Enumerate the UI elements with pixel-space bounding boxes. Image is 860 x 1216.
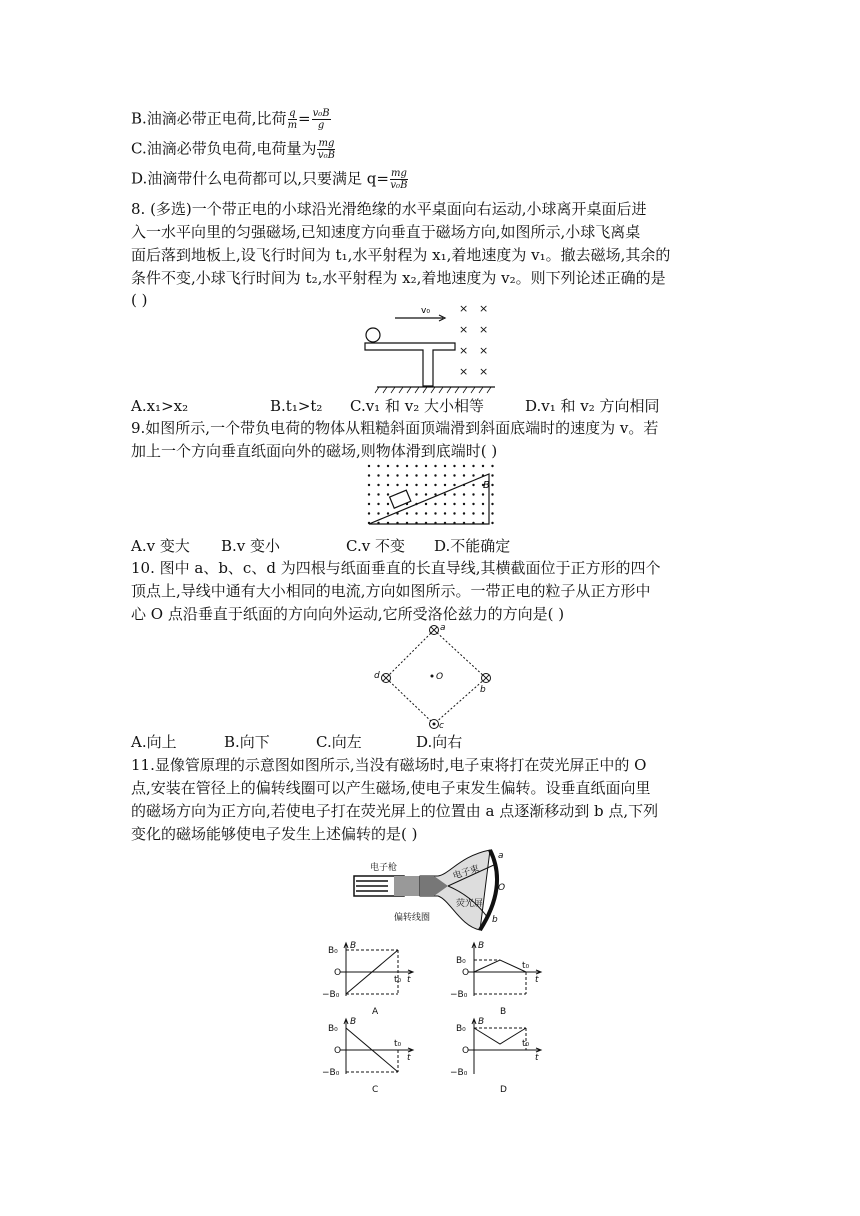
q11-stem-line: 变化的磁场能够使电子发生上述偏转的是( ) bbox=[131, 825, 418, 843]
q8-stem-line: 8. (多选)一个带正电的小球沿光滑绝缘的水平桌面向右运动,小球离开桌面后进 bbox=[131, 200, 647, 218]
field-dot bbox=[387, 512, 389, 514]
q11-beam-label: 电子束 bbox=[451, 863, 481, 882]
field-dot bbox=[482, 503, 484, 505]
q8-stem-line: 面后落到地板上,设飞行时间为 t₁,水平射程为 x₁,着地速度为 v₁。撤去磁场,其余的 bbox=[131, 246, 671, 264]
q11-graph-c-b-axis: B bbox=[350, 1017, 357, 1027]
field-dot bbox=[482, 465, 484, 467]
q11-graph-d bbox=[448, 1014, 558, 1096]
svg-text:×: × bbox=[459, 344, 469, 357]
field-dot bbox=[453, 503, 455, 505]
field-dot bbox=[434, 465, 436, 467]
q11-graph-c-caption: C bbox=[372, 1085, 379, 1095]
field-dot bbox=[387, 474, 389, 476]
field-dot bbox=[491, 465, 493, 467]
q9-option-d: D.不能确定 bbox=[434, 537, 511, 555]
q11-label-a: a bbox=[498, 851, 504, 861]
field-dot bbox=[415, 512, 417, 514]
svg-text:×: × bbox=[479, 302, 489, 315]
q10-option-c: C.向左 bbox=[316, 733, 362, 751]
field-dot bbox=[434, 484, 436, 486]
field-dot bbox=[444, 503, 446, 505]
field-dot bbox=[453, 474, 455, 476]
field-dot bbox=[406, 474, 408, 476]
q9-option-b: B.v 变小 bbox=[221, 537, 281, 555]
q11-graph-d-b0: B₀ bbox=[456, 1024, 466, 1034]
field-dot bbox=[368, 512, 370, 514]
field-dot bbox=[377, 474, 379, 476]
field-dot bbox=[491, 522, 493, 524]
field-dot bbox=[472, 493, 474, 495]
field-dot bbox=[406, 484, 408, 486]
q10-stem-line: 顶点上,导线中通有大小相同的电流,方向如图所示。一带正电的粒子从正方形中 bbox=[131, 582, 651, 600]
field-dot bbox=[491, 493, 493, 495]
field-dot bbox=[406, 512, 408, 514]
q11-screen-label: 荧光屏 bbox=[456, 899, 484, 909]
q8-stem-line: ( ) bbox=[131, 291, 148, 309]
q10-label-o: O bbox=[436, 672, 444, 682]
svg-text:×: × bbox=[459, 323, 469, 336]
field-dot bbox=[387, 465, 389, 467]
q10-stem-line: 10. 图中 a、b、c、d 为四根与纸面垂直的长直导线,其横截面位于正方形的四个 bbox=[131, 559, 661, 577]
field-dot bbox=[472, 474, 474, 476]
field-dot bbox=[425, 493, 427, 495]
field-dot bbox=[444, 465, 446, 467]
field-dot bbox=[415, 474, 417, 476]
field-dot bbox=[453, 484, 455, 486]
field-dot bbox=[387, 484, 389, 486]
q11-graph-b-caption: B bbox=[500, 1007, 507, 1017]
q11-graph-d-b-axis: B bbox=[478, 1017, 485, 1027]
q8-figure bbox=[355, 300, 515, 396]
q7-option-b-text: B.油滴必带正电荷,比荷 bbox=[131, 109, 287, 128]
field-dot bbox=[415, 493, 417, 495]
q11-graph-c-b0: B₀ bbox=[328, 1024, 338, 1034]
q11-graph-c-t0: t₀ bbox=[394, 1039, 402, 1049]
field-dot bbox=[406, 465, 408, 467]
field-dot bbox=[377, 503, 379, 505]
field-dot bbox=[425, 474, 427, 476]
q11-graph-a-t: t bbox=[407, 975, 411, 985]
q9-b-label: B bbox=[483, 480, 490, 491]
q11-gun-label: 电子枪 bbox=[370, 863, 398, 873]
field-dot bbox=[415, 465, 417, 467]
q11-graph-b-negb0: −B₀ bbox=[450, 990, 468, 1000]
svg-text:×: × bbox=[459, 302, 469, 315]
field-dot bbox=[482, 512, 484, 514]
q11-graph-b-t: t bbox=[535, 975, 539, 985]
q9-stem-line: 加上一个方向垂直纸面向外的磁场,则物体滑到底端时( ) bbox=[131, 442, 498, 460]
q11-graph-c-negb0: −B₀ bbox=[322, 1068, 340, 1078]
q7-option-b-fraction-right: $\frac{\text{v₀B}}{g}$ bbox=[312, 108, 330, 131]
field-dot bbox=[463, 512, 465, 514]
q10-figure bbox=[368, 620, 498, 730]
q11-graph-a-negb0: −B₀ bbox=[322, 990, 340, 1000]
q11-graph-d-caption: D bbox=[500, 1085, 507, 1095]
q11-stem-line: 的磁场方向为正方向,若使电子打在荧光屏上的位置由 a 点逐渐移动到 b 点,下列 bbox=[131, 802, 659, 820]
field-dot bbox=[434, 503, 436, 505]
q11-coil-label: 偏转线圈 bbox=[394, 913, 431, 923]
q11-graph-a-origin: O bbox=[334, 968, 342, 978]
field-dot bbox=[368, 493, 370, 495]
q11-graph-b-b0: B₀ bbox=[456, 956, 466, 966]
q11-graph-a-t0: t₀ bbox=[394, 975, 402, 985]
field-dot bbox=[491, 503, 493, 505]
field-dot bbox=[491, 484, 493, 486]
q9-option-a: A.v 变大 bbox=[131, 537, 190, 555]
field-dot bbox=[453, 493, 455, 495]
field-dot bbox=[396, 465, 398, 467]
field-dot bbox=[415, 484, 417, 486]
field-dot bbox=[463, 474, 465, 476]
field-dot bbox=[396, 474, 398, 476]
q11-graph-a-caption: A bbox=[372, 1007, 379, 1017]
field-dot bbox=[491, 512, 493, 514]
field-dot bbox=[377, 512, 379, 514]
q7-option-b-fraction-left: $\frac{q}{m}$ bbox=[287, 108, 298, 131]
field-dot bbox=[463, 465, 465, 467]
svg-text:×: × bbox=[459, 365, 469, 378]
svg-text:×: × bbox=[479, 365, 489, 378]
field-dot bbox=[472, 503, 474, 505]
q11-graph-c-t: t bbox=[407, 1053, 411, 1063]
field-dot bbox=[434, 512, 436, 514]
q11-graph-d-negb0: −B₀ bbox=[450, 1068, 468, 1078]
field-dot bbox=[425, 465, 427, 467]
q11-graph-c bbox=[320, 1014, 430, 1096]
field-dot bbox=[368, 465, 370, 467]
field-dot bbox=[472, 512, 474, 514]
field-dot bbox=[425, 484, 427, 486]
q8-option-a: A.x₁>x₂ bbox=[131, 397, 189, 415]
q10-option-a: A.向上 bbox=[131, 733, 177, 751]
q11-graph-a bbox=[320, 938, 430, 1018]
field-dot bbox=[434, 474, 436, 476]
field-dot bbox=[377, 493, 379, 495]
field-dot bbox=[368, 484, 370, 486]
field-dot bbox=[377, 484, 379, 486]
q7-option-c-text: C.油滴必带负电荷,电荷量为 bbox=[131, 139, 317, 158]
q8-option-b: B.t₁>t₂ bbox=[270, 397, 323, 415]
field-dot bbox=[444, 474, 446, 476]
q11-graph-d-t0: t₀ bbox=[522, 1039, 530, 1049]
q7-option-c bbox=[131, 138, 336, 161]
q11-label-o: O bbox=[498, 883, 506, 893]
field-dot bbox=[444, 512, 446, 514]
q7-option-d-fraction: $\frac{mg}{\text{v₀B}}$ bbox=[390, 168, 408, 191]
q8-stem-line: 条件不变,小球飞行时间为 t₂,水平射程为 x₂,着地速度为 v₂。则下列论述正确的是 bbox=[131, 269, 666, 287]
field-dot bbox=[377, 465, 379, 467]
field-dot bbox=[472, 484, 474, 486]
q9-figure bbox=[363, 462, 503, 530]
q11-graph-b-b-axis: B bbox=[478, 941, 485, 951]
q10-option-b: B.向下 bbox=[224, 733, 270, 751]
q7-option-d-text: D.油滴带什么电荷都可以,只要满足 q= bbox=[131, 169, 389, 188]
field-dot bbox=[482, 493, 484, 495]
q11-graph-c-origin: O bbox=[334, 1046, 342, 1056]
q11-label-b: b bbox=[492, 915, 498, 925]
q10-label-a: a bbox=[440, 623, 446, 633]
q8-stem-line: 入一水平向里的匀强磁场,已知速度方向垂直于磁场方向,如图所示,小球飞离桌 bbox=[131, 223, 641, 241]
field-dot bbox=[387, 493, 389, 495]
field-dot bbox=[425, 512, 427, 514]
field-dot bbox=[425, 503, 427, 505]
field-dot bbox=[463, 503, 465, 505]
field-dot bbox=[444, 484, 446, 486]
q10-label-d: d bbox=[374, 671, 380, 681]
q9-option-c: C.v 不变 bbox=[346, 537, 405, 555]
q8-option-d: D.v₁ 和 v₂ 方向相同 bbox=[525, 397, 660, 415]
svg-text:×: × bbox=[479, 344, 489, 357]
q10-stem-line: 心 O 点沿垂直于纸面的方向向外运动,它所受洛伦兹力的方向是( ) bbox=[131, 605, 565, 623]
q11-graph-a-b0: B₀ bbox=[328, 946, 338, 956]
q11-graph-b bbox=[448, 938, 558, 1018]
q8-velocity-label: v₀ bbox=[421, 306, 430, 316]
q11-stem-line: 点,安装在管径上的偏转线圈可以产生磁场,使电子束发生偏转。设垂直纸面向里 bbox=[131, 779, 651, 797]
field-dot bbox=[491, 474, 493, 476]
svg-text:×: × bbox=[479, 323, 489, 336]
q11-graph-d-t: t bbox=[535, 1053, 539, 1063]
field-dot bbox=[368, 474, 370, 476]
q11-graph-d-origin: O bbox=[462, 1046, 470, 1056]
q10-option-d: D.向右 bbox=[416, 733, 463, 751]
q8-option-c: C.v₁ 和 v₂ 大小相等 bbox=[350, 397, 484, 415]
q11-tube-figure bbox=[350, 846, 520, 934]
q11-graph-a-b-axis: B bbox=[350, 941, 357, 951]
q7-option-c-fraction: $\frac{mg}{\text{v₀B}}$ bbox=[317, 138, 335, 161]
q7-option-b: B.油滴必带正电荷,比荷 $\frac{q}{m}$ = $\frac{\text{v₀B}}{g}$ bbox=[131, 108, 330, 131]
field-dot bbox=[396, 484, 398, 486]
q7-option-d bbox=[131, 168, 409, 191]
q11-stem-line: 11.显像管原理的示意图如图所示,当没有磁场时,电子束将打在荧光屏正中的 O bbox=[131, 756, 647, 774]
field-dot bbox=[387, 503, 389, 505]
q10-label-b: b bbox=[480, 685, 486, 695]
field-dot bbox=[368, 503, 370, 505]
q11-graph-b-origin: O bbox=[462, 968, 470, 978]
q9-stem-line: 9.如图所示,一个带负电荷的物体从粗糙斜面顶端滑到斜面底端时的速度为 v。若 bbox=[131, 419, 659, 437]
field-dot bbox=[453, 465, 455, 467]
field-dot bbox=[463, 493, 465, 495]
q11-graph-b-t0: t₀ bbox=[522, 961, 530, 971]
field-dot bbox=[472, 465, 474, 467]
field-dot bbox=[453, 512, 455, 514]
field-dot bbox=[444, 493, 446, 495]
q10-label-c: c bbox=[439, 721, 444, 730]
